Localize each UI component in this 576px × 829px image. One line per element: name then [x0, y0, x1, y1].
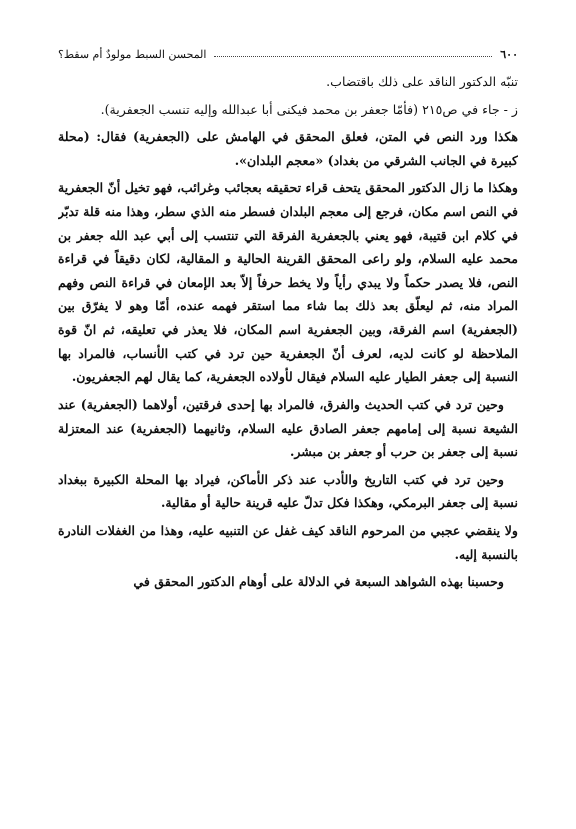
paragraph-3: هكذا ورد النص في المتن، فعلق المحقق في الهامش على (الجعفرية) فقال: (محلة كبيرة في الجانب الشرقي من بغداد) «معجم البلدان». [58, 129, 518, 168]
paragraph-2: ز - جاء في ص٢١٥ (فأمّا جعفر بن محمد فيكنى أبا عبدالله وإليه تنسب الجعفرية). [100, 101, 518, 117]
page-body [58, 70, 518, 820]
paragraph-7: ولا ينقضي عجبي من المرحوم الناقد كيف غفل عن التنبيه عليه، وهذا من الغفلات النادرة بالنسبة إليه. [58, 522, 518, 562]
paragraph-1: تنبّه الدكتور الناقد على ذلك باقتضاب. [326, 74, 518, 89]
paragraph-6: وحين ترد في كتب التاريخ والأدب عند ذكر الأماكن، فيراد بها المحلة الكبيرة ببغداد نسبة إلى جعفر البرمكي، وهكذا فكل تدلّ عليه قرينة حالية أو مقالية. [58, 471, 518, 511]
paragraph-5: وحين ترد في كتب الحديث والفرق، فالمراد بها إحدى فرقتين، أولاهما (الجعفرية) عند الشيعة نسبة إلى إمامهم جعفر الصادق عليه السلام، وثانيهما (الجعفرية) عند المعتزلة نسبة إلى جعفر بن حرب أو جعفر بن مبشر. [58, 396, 518, 460]
running-title: المحسن السبط مولودٌ أم سقط؟ [58, 47, 207, 61]
header-dotted-rule [214, 56, 492, 57]
running-header [58, 44, 518, 64]
paragraph-4: وهكذا ما زال الدكتور المحقق يتحف قراء تحقيقه بعجائب وغرائب، فهو تخيل أنّ الجعفرية في النص اسم مكان، فرجع إلى معجم البلدان فسطر منه الذي سطر، وهذا منه قلة تدبّر في كلام ابن قتيبة، فهو يعني بالجعفرية الفرقة التي تنتسب إلى أبي عبد الله جعفر بن محمد عليه السلام، ولو راعى المحقق القرينة الحالية و المقالية، لكان دقيقاً في قراءة النص، فلا يصدر حكماً ولا يبدي رأياً ولا يخط حرفاً إلاّ بعد الإمعان في قراءة النص وفهم المراد منه، ثم ليعلّق بعد ذلك بما شاء مما استقر فهمه عنده، أمّا وهو لا يفرّق بين (الجعفرية) اسم الفرقة، وبين الجعفرية اسم المكان، فلا يعذر في تعليقه، ثم انّ قوة الملاحظة لو كانت لديه، لعرف أنّ الجعفرية حين ترد في كتب الأنساب، فالمراد بها النسبة إلى جعفر الطيار عليه السلام فيقال لأولاده الجعفرية، كما يقال لهم الجعفريون. [58, 180, 518, 385]
paragraph-8: وحسبنا بهذه الشواهد السبعة في الدلالة على أوهام الدكتور المحقق في [133, 574, 504, 590]
page-number: ٦٠٠ [500, 47, 518, 61]
